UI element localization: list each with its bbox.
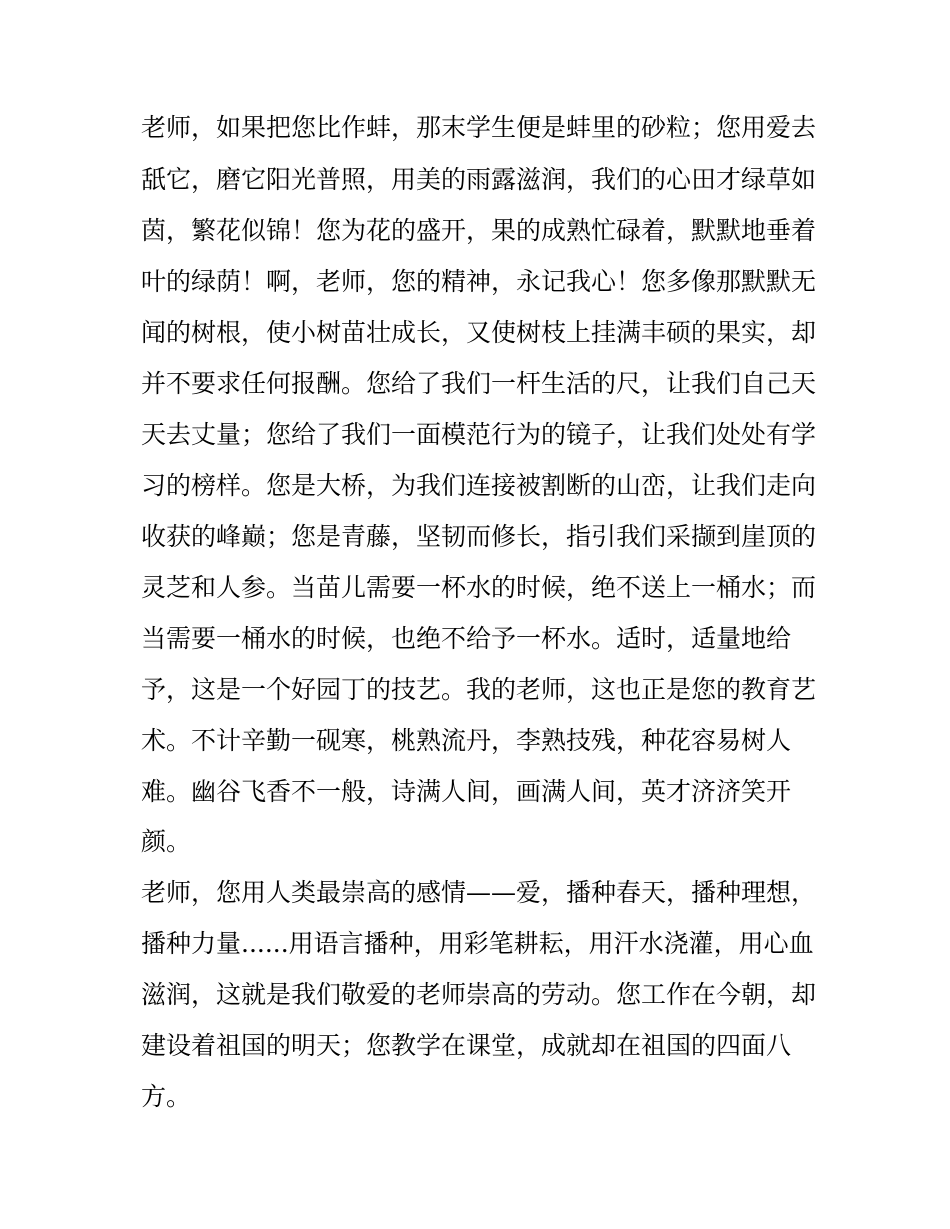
paragraph-1-line-12: 予，这是一个好园丁的技艺。我的老师，这也正是您的教育艺 [141, 675, 817, 704]
paragraph-1-line-9: 收获的峰巅；您是青藤，坚韧而修长，指引我们采撷到崖顶的 [141, 522, 817, 551]
paragraph-1-line-6: 并不要求任何报酬。您给了我们一杆生活的尺，让我们自己天 [141, 369, 817, 398]
paragraph-2-line-3: 滋润，这就是我们敬爱的老师崇高的劳动。您工作在今朝，却 [141, 980, 817, 1009]
paragraph-1-line-7: 天去丈量；您给了我们一面模范行为的镜子，让我们处处有学 [141, 420, 817, 449]
paragraph-1-line-3: 茵，繁花似锦！您为花的盛开，果的成熟忙碌着，默默地垂着 [141, 216, 817, 245]
paragraph-1-line-11: 当需要一桶水的时候，也绝不给予一杯水。适时，适量地给 [141, 624, 792, 653]
paragraph-2-line-1: 老师，您用人类最崇高的感情——爱，播种春天，播种理想， [141, 878, 817, 907]
paragraph-2-line-2: 播种力量......用语言播种，用彩笔耕耘，用汗水浇灌，用心血 [141, 929, 814, 958]
paragraph-1-line-13: 术。不计辛勤一砚寒，桃熟流丹，李熟技残，种花容易树人 [141, 726, 792, 755]
paragraph-2-line-4: 建设着祖国的明天；您教学在课堂，成就却在祖国的四面八 [141, 1031, 792, 1060]
paragraph-2-line-5: 方。 [141, 1082, 192, 1111]
paragraph-1-line-8: 习的榜样。您是大桥，为我们连接被割断的山峦，让我们走向 [141, 471, 817, 500]
paragraph-1-line-14: 难。幽谷飞香不一般，诗满人间，画满人间，英才济济笑开 [141, 777, 792, 806]
paragraph-1-line-1: 老师，如果把您比作蚌，那末学生便是蚌里的砂粒；您用爱去 [141, 113, 817, 142]
paragraph-1-line-15: 颜。 [141, 827, 192, 856]
paragraph-1-line-2: 舐它，磨它阳光普照，用美的雨露滋润，我们的心田才绿草如 [141, 165, 817, 194]
paragraph-1-line-5: 闻的树根，使小树苗壮成长，又使树枝上挂满丰硕的果实，却 [141, 318, 817, 347]
paragraph-1-line-10: 灵芝和人参。当苗儿需要一杯水的时候，绝不送上一桶水；而 [141, 573, 817, 602]
paragraph-1-line-4: 叶的绿荫！啊，老师，您的精神，永记我心！您多像那默默无 [141, 267, 817, 296]
